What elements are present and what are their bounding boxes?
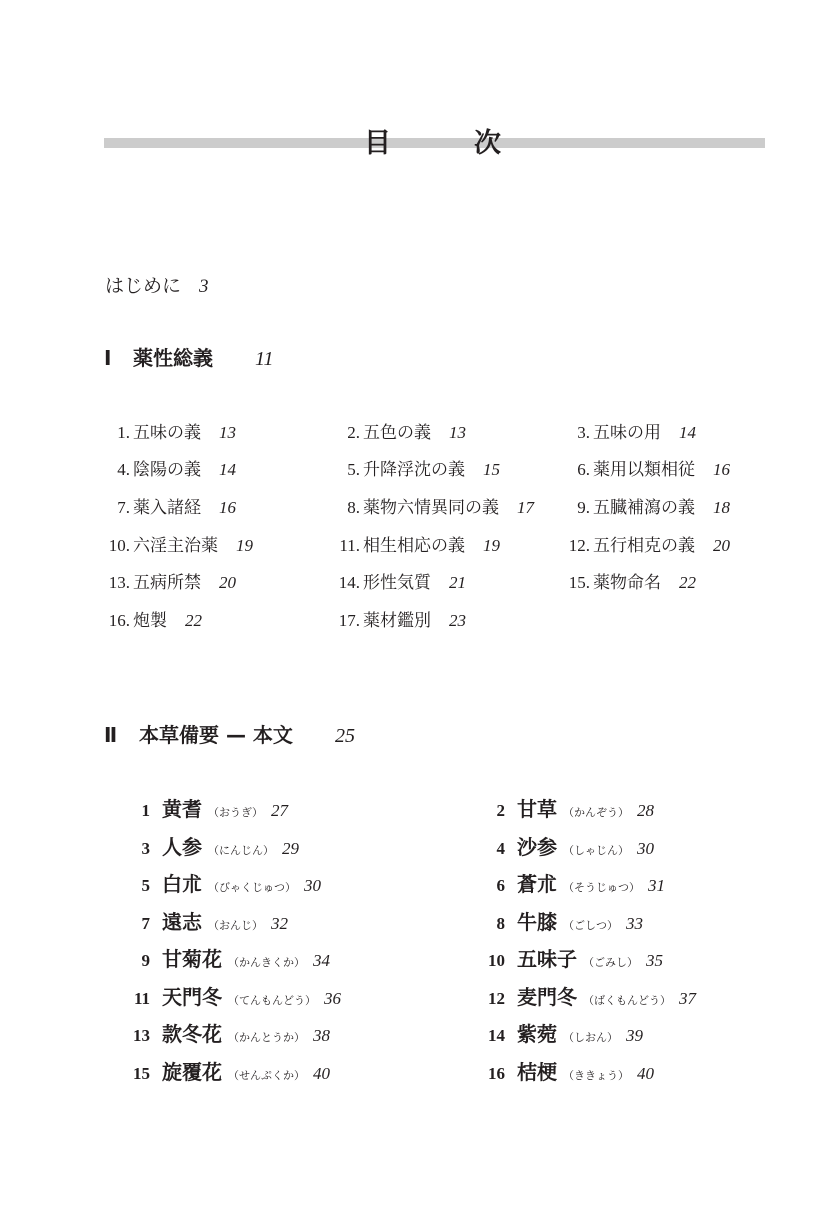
entry-page-number: 13 [219, 423, 236, 442]
herb-name: 麦門冬 [517, 985, 577, 1009]
entry-number: 16. [108, 611, 130, 630]
herb-name: 甘菊花 [162, 947, 222, 971]
entry-page-number: 19 [483, 536, 500, 555]
section-title: 本草備要 — 本文 [139, 723, 293, 747]
herb-number: 8 [496, 914, 505, 933]
entry-number: 15. [568, 573, 590, 592]
herb-number: 9 [141, 951, 150, 970]
entry-label: 六淫主治薬 [133, 536, 218, 555]
toc-subentry[interactable] [560, 571, 696, 595]
entry-number: 12. [568, 536, 590, 555]
herb-name: 牛膝 [517, 910, 557, 934]
entry-label: 五病所禁 [133, 573, 201, 592]
toc-subentry[interactable] [100, 421, 236, 445]
herb-reading: （かんとうか） [228, 1031, 305, 1044]
herb-reading: （ごみし） [583, 956, 638, 969]
entry-label: 五色の義 [363, 423, 431, 442]
entry-page-number: 22 [185, 611, 202, 630]
herb-reading: （かんきくか） [228, 956, 305, 969]
title-bar [104, 138, 765, 148]
herb-entry[interactable] [481, 1020, 643, 1052]
herb-name: 旋覆花 [162, 1060, 222, 1084]
toc-subentry[interactable] [330, 534, 500, 558]
herb-page-number: 30 [637, 839, 654, 858]
section-numeral: Ⅱ [104, 723, 118, 747]
herb-page-number: 29 [282, 839, 299, 858]
entry-label: 薬入諸経 [133, 498, 201, 517]
herb-page-number: 34 [313, 951, 330, 970]
herb-number: 10 [488, 951, 505, 970]
entry-page-number: 17 [517, 498, 534, 517]
entry-page-number: 19 [236, 536, 253, 555]
entry-page-number: 16 [713, 460, 730, 479]
entry-label: 五行相克の義 [593, 536, 695, 555]
herb-name: 黄耆 [162, 797, 202, 821]
section-page-number: 25 [334, 725, 355, 747]
entry-page-number: 23 [449, 611, 466, 630]
herb-entry[interactable] [126, 833, 299, 865]
entry-page-number: 20 [219, 573, 236, 592]
entry-label: 薬材鑑別 [363, 611, 431, 630]
herb-name: 款冬花 [162, 1022, 222, 1046]
herb-number: 14 [488, 1026, 505, 1045]
herb-reading: （しおん） [563, 1031, 618, 1044]
herb-entry[interactable] [481, 983, 696, 1015]
intro-page-number: 3 [199, 276, 209, 297]
herb-entry[interactable] [481, 945, 663, 977]
entry-label: 五味の義 [133, 423, 201, 442]
herb-reading: （にんじん） [208, 844, 274, 857]
entry-number: 8. [347, 498, 360, 517]
herb-reading: （ききょう） [563, 1069, 629, 1082]
herb-name: 人参 [162, 835, 202, 859]
toc-subentry[interactable] [330, 421, 466, 445]
herb-entry[interactable] [481, 870, 665, 902]
herb-page-number: 39 [626, 1026, 643, 1045]
entry-number: 4. [117, 460, 130, 479]
section-title: 薬性総義 [133, 346, 213, 370]
herb-name: 遠志 [162, 910, 202, 934]
toc-subentry[interactable] [330, 458, 500, 482]
entry-label: 相生相応の義 [363, 536, 465, 555]
herb-reading: （おんじ） [208, 919, 263, 932]
section-heading-1[interactable] [104, 343, 274, 374]
toc-subentry[interactable] [560, 496, 730, 520]
entry-number: 17. [338, 611, 360, 630]
herb-name: 白朮 [162, 872, 202, 896]
herb-number: 5 [141, 876, 150, 895]
herb-entry[interactable] [126, 908, 288, 940]
entry-label: 陰陽の義 [133, 460, 201, 479]
toc-subentry[interactable] [330, 571, 466, 595]
entry-page-number: 14 [219, 460, 236, 479]
section-numeral: Ⅰ [104, 346, 112, 370]
title-char-1: 目 [364, 128, 391, 159]
entry-number: 3. [577, 423, 590, 442]
toc-subentry[interactable] [100, 571, 236, 595]
entry-number: 2. [347, 423, 360, 442]
herb-name: 甘草 [517, 797, 557, 821]
toc-subentry[interactable] [560, 421, 696, 445]
herb-entry[interactable] [481, 833, 654, 865]
herb-page-number: 31 [648, 876, 665, 895]
herb-page-number: 32 [271, 914, 288, 933]
herb-entry[interactable] [126, 1058, 330, 1090]
herb-entry[interactable] [126, 870, 321, 902]
entry-page-number: 18 [713, 498, 730, 517]
herb-entry[interactable] [481, 908, 643, 940]
herb-page-number: 38 [313, 1026, 330, 1045]
herb-number: 12 [488, 989, 505, 1008]
entry-number: 7. [117, 498, 130, 517]
toc-entry-intro[interactable] [105, 272, 209, 301]
entry-page-number: 21 [449, 573, 466, 592]
herb-entry[interactable] [126, 795, 288, 827]
toc-subentry[interactable] [100, 609, 202, 633]
section-page-number: 11 [255, 348, 274, 370]
herb-number: 6 [496, 876, 505, 895]
entry-number: 9. [577, 498, 590, 517]
herb-page-number: 28 [637, 801, 654, 820]
herb-name: 天門冬 [162, 985, 222, 1009]
toc-subentry[interactable] [560, 534, 730, 558]
title-char-2: 次 [474, 128, 501, 159]
herb-name: 五味子 [517, 947, 577, 971]
entry-number: 10. [108, 536, 130, 555]
herb-page-number: 35 [646, 951, 663, 970]
herb-entry[interactable] [126, 945, 330, 977]
herb-reading: （ごしつ） [563, 919, 618, 932]
intro-label: はじめに [105, 275, 182, 297]
herb-name: 桔梗 [517, 1060, 557, 1084]
herb-number: 16 [488, 1064, 505, 1083]
toc-subentry[interactable] [330, 496, 534, 520]
toc-subentry[interactable] [330, 609, 466, 633]
herb-page-number: 36 [324, 989, 341, 1008]
herb-reading: （せんぷくか） [228, 1069, 305, 1082]
herb-page-number: 33 [626, 914, 643, 933]
herb-reading: （そうじゅつ） [563, 881, 640, 894]
entry-label: 升降浮沈の義 [363, 460, 465, 479]
entry-page-number: 13 [449, 423, 466, 442]
herb-number: 13 [133, 1026, 150, 1045]
herb-page-number: 40 [637, 1064, 654, 1083]
herb-reading: （ばくもんどう） [583, 994, 671, 1007]
herb-reading: （てんもんどう） [228, 994, 316, 1007]
herb-reading: （びゃくじゅつ） [208, 881, 296, 894]
herb-entry[interactable] [481, 1058, 654, 1090]
entry-number: 14. [338, 573, 360, 592]
toc-subentry[interactable] [100, 534, 253, 558]
herb-entry[interactable] [481, 795, 654, 827]
entry-number: 13. [108, 573, 130, 592]
entry-label: 薬物六情異同の義 [363, 498, 499, 517]
entry-number: 1. [117, 423, 130, 442]
section-heading-2[interactable] [104, 720, 355, 751]
entry-label: 形性気質 [363, 573, 431, 592]
toc-subentry[interactable] [100, 458, 236, 482]
entry-page-number: 22 [679, 573, 696, 592]
herb-entry[interactable] [126, 1020, 330, 1052]
entry-label: 炮製 [133, 611, 167, 630]
herb-entry[interactable] [126, 983, 341, 1015]
herb-number: 3 [141, 839, 150, 858]
entry-number: 6. [577, 460, 590, 479]
entry-label: 薬物命名 [593, 573, 661, 592]
entry-page-number: 20 [713, 536, 730, 555]
entry-number: 5. [347, 460, 360, 479]
entry-label: 薬用以類相従 [593, 460, 695, 479]
herb-name: 沙参 [517, 835, 557, 859]
herb-reading: （しゃじん） [563, 844, 629, 857]
entry-number: 11. [339, 536, 360, 555]
toc-subentry[interactable] [100, 496, 236, 520]
herb-reading: （おうぎ） [208, 806, 263, 819]
herb-page-number: 37 [679, 989, 696, 1008]
herb-page-number: 30 [304, 876, 321, 895]
entry-label: 五味の用 [593, 423, 661, 442]
herb-number: 2 [496, 801, 505, 820]
entry-page-number: 16 [219, 498, 236, 517]
herb-name: 紫菀 [517, 1022, 557, 1046]
entry-page-number: 14 [679, 423, 696, 442]
herb-name: 蒼朮 [517, 872, 557, 896]
herb-number: 4 [496, 839, 505, 858]
herb-number: 11 [133, 989, 150, 1008]
toc-subentry[interactable] [560, 458, 730, 482]
herb-page-number: 27 [271, 801, 288, 820]
herb-reading: （かんぞう） [563, 806, 629, 819]
herb-page-number: 40 [313, 1064, 330, 1083]
herb-number: 15 [133, 1064, 150, 1083]
entry-page-number: 15 [483, 460, 500, 479]
herb-number: 7 [141, 914, 150, 933]
entry-label: 五臓補瀉の義 [593, 498, 695, 517]
herb-number: 1 [141, 801, 150, 820]
